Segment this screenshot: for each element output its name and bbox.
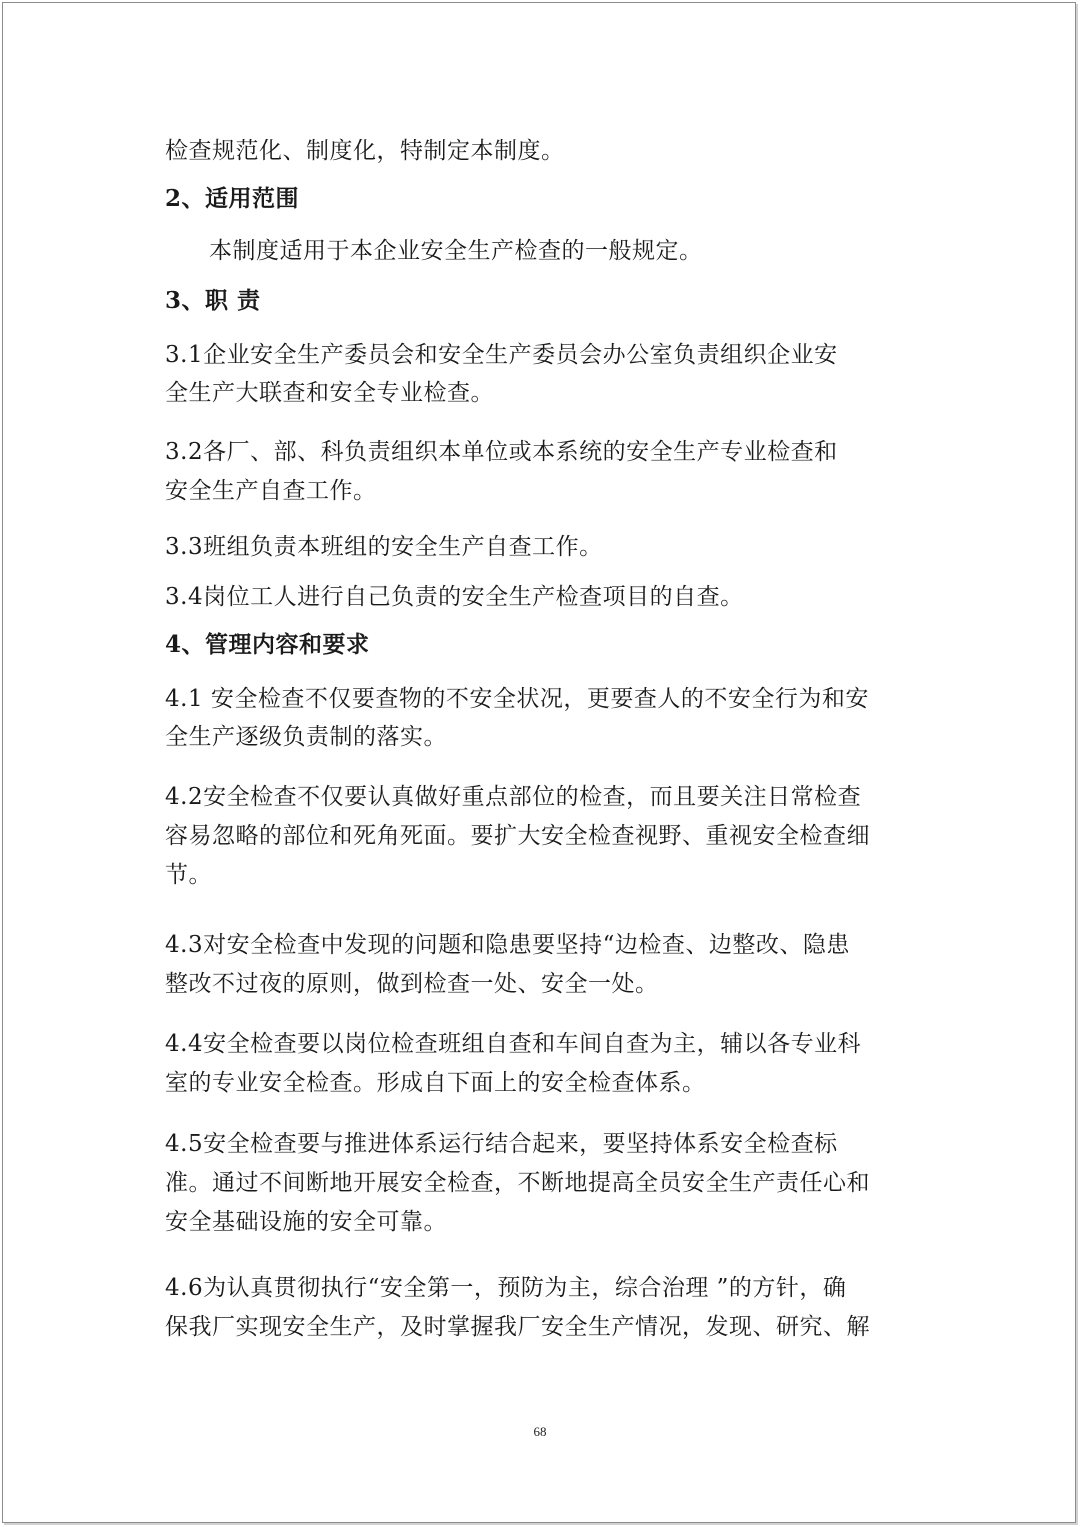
- clause-3-2-line-1: 3.2各厂、部、科负责组织本单位或本系统的安全生产专业检查和: [165, 439, 838, 465]
- clause-3-1-line-1: 3.1企业安全生产委员会和安全生产委员会办公室负责组织企业安: [165, 342, 838, 368]
- clause-4-2-line-1: 4.2安全检查不仅要认真做好重点部位的检查，而且要关注日常检查: [165, 784, 862, 810]
- clause-4-2-line-3: 节。: [165, 862, 212, 888]
- scope-text: 本制度适用于本企业安全生产检查的一般规定。: [209, 238, 703, 264]
- clause-4-3-line-1: 4.3对安全检查中发现的问题和隐患要坚持“边检查、边整改、隐患: [165, 932, 850, 958]
- clause-4-4-line-2: 室的专业安全检查。形成自下面上的安全检查体系。: [165, 1070, 706, 1096]
- clause-4-2-line-2: 容易忽略的部位和死角死面。要扩大安全检查视野、重视安全检查细: [165, 823, 870, 849]
- clause-3-4: 3.4岗位工人进行自己负责的安全生产检查项目的自查。: [165, 584, 744, 610]
- document-page: [2, 2, 1076, 1523]
- clause-3-1-line-2: 全生产大联查和安全专业检查。: [165, 380, 494, 406]
- clause-4-6-line-1: 4.6为认真贯彻执行“安全第一，预防为主，综合治理 ”的方针，确: [165, 1275, 847, 1301]
- section-heading-scope: 2、适用范围: [165, 185, 300, 212]
- clause-3-2-line-2: 安全生产自查工作。: [165, 478, 377, 504]
- clause-4-5-line-3: 安全基础设施的安全可靠。: [165, 1209, 447, 1235]
- section-heading-duties: 3、职 责: [165, 287, 261, 314]
- page-number: 68: [533, 1424, 547, 1439]
- clause-3-3: 3.3班组负责本班组的安全生产自查工作。: [165, 534, 603, 560]
- section-heading-management: 4、管理内容和要求: [165, 631, 370, 658]
- clause-4-6-line-2: 保我厂实现安全生产，及时掌握我厂安全生产情况，发现、研究、解: [165, 1314, 870, 1340]
- intro-line: 检查规范化、制度化，特制定本制度。: [165, 138, 565, 164]
- clause-4-5-line-2: 准。通过不间断地开展安全检查，不断地提高全员安全生产责任心和: [165, 1170, 870, 1196]
- clause-4-4-line-1: 4.4安全检查要以岗位检查班组自查和车间自查为主，辅以各专业科: [165, 1031, 862, 1057]
- clause-4-1-line-1: 4.1 安全检查不仅要查物的不安全状况，更要查人的不安全行为和安: [165, 686, 869, 712]
- clause-4-1-line-2: 全生产逐级负责制的落实。: [165, 724, 447, 750]
- clause-4-5-line-1: 4.5安全检查要与推进体系运行结合起来，要坚持体系安全检查标: [165, 1131, 838, 1157]
- clause-4-3-line-2: 整改不过夜的原则，做到检查一处、安全一处。: [165, 971, 659, 997]
